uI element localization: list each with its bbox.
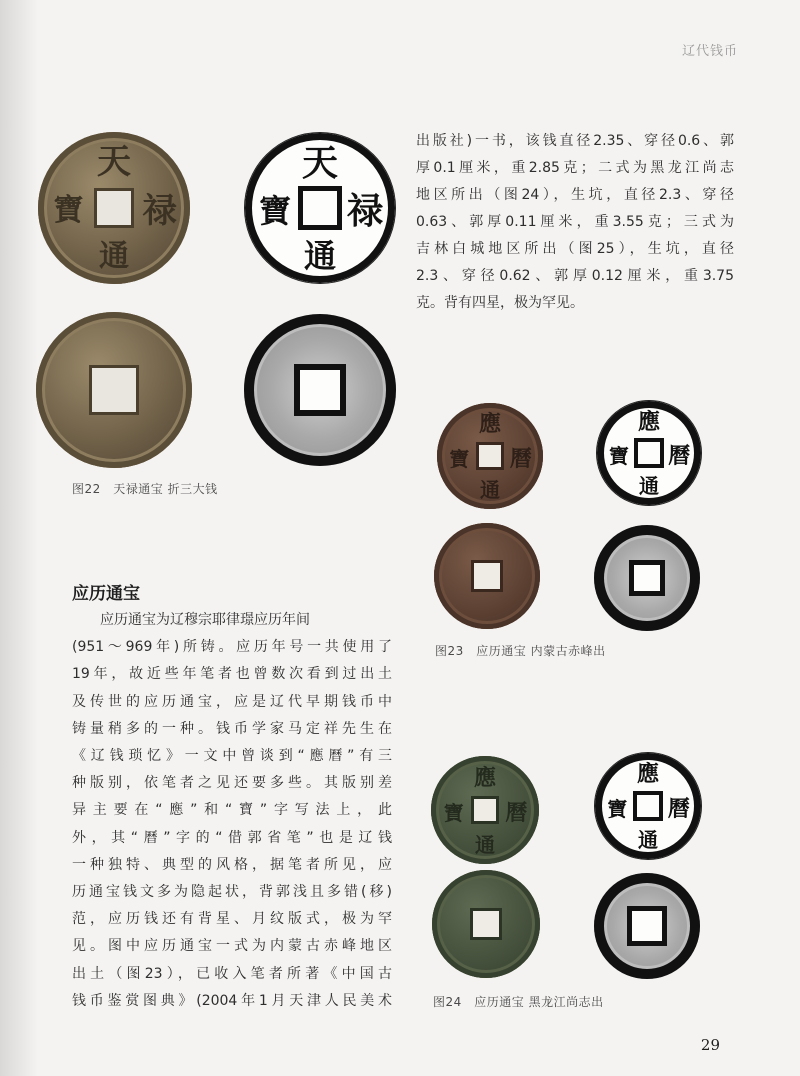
text-line: 克。背有四星，极为罕见。: [416, 295, 584, 311]
coin-rubbing-obverse: [596, 400, 702, 506]
square-hole: [476, 442, 504, 470]
page-gutter-shadow: [0, 0, 38, 1076]
coin-character: 禄: [142, 191, 177, 232]
text-line: 历通宝钱文多为隐起状，背郭浅且多错(移): [72, 884, 392, 901]
coin-character: 寶: [258, 192, 292, 230]
coin-character: 應: [637, 408, 661, 435]
right-column-text: [416, 128, 734, 317]
coin-rubbing-obverse: [244, 132, 396, 284]
coin-character: 曆: [505, 800, 528, 827]
text-line: 吉林白城地区所出（图25），生坑，直径: [416, 241, 734, 257]
text-line: 范，应历钱还有背星、月纹版式，极为罕: [72, 911, 392, 928]
text-line: 地区所出（图24），生坑，直径2.3、穿径: [416, 187, 734, 203]
coin-character: 寶: [608, 444, 629, 469]
figure-caption: 图24 应历通宝 黑龙江尚志出: [433, 995, 604, 1009]
coin-character: 寶: [53, 193, 84, 229]
text-line: 外，其“曆”字的“借郭省笔”也是辽钱: [72, 829, 392, 846]
coin-rubbing-reverse: [594, 525, 700, 631]
text-line: 种版别，依笔者之见还要多些。其版别差: [72, 775, 392, 792]
page-number: 29: [700, 1036, 720, 1054]
coin-photo-obverse: [431, 756, 539, 864]
square-hole: [634, 438, 664, 468]
coin-character: 禄: [346, 190, 384, 232]
coin-rubbing-reverse: [594, 873, 700, 979]
text-line: 厚0.1厘米，重2.85克；二式为黑龙江尚志: [416, 160, 734, 176]
coin-character: 寶: [449, 447, 470, 472]
text-line: 见。图中应历通宝一式为内蒙古赤峰地区: [72, 938, 392, 955]
text-line: (951～969年)所铸。应历年号一共使用了: [72, 639, 392, 656]
text-line: 《辽钱琐忆》一文中曾谈到“應曆”有三: [72, 748, 392, 765]
coin-character: 寶: [607, 797, 628, 822]
coin-photo-reverse: [36, 312, 192, 468]
text-line: 铸量稍多的一种。钱币学家马定祥先生在: [72, 720, 392, 737]
coin-rubbing-reverse: [244, 314, 396, 466]
square-hole: [470, 908, 502, 940]
text-line: 出土（图23），已收入笔者所著《中国古: [72, 965, 392, 982]
coin-character: 通: [303, 237, 337, 275]
square-hole: [94, 188, 134, 228]
coin-photo-reverse: [432, 870, 540, 978]
coin-character: 通: [99, 238, 129, 274]
coin-photo-obverse: [38, 132, 190, 284]
coin-character: 應: [636, 761, 660, 788]
text-line: 应历通宝为辽穆宗耶律璟应历年间: [100, 612, 310, 628]
coin-character: 通: [639, 474, 659, 499]
square-hole: [294, 364, 346, 416]
square-hole: [89, 365, 139, 415]
running-head: 辽代钱币: [681, 44, 738, 59]
coin-rubbing-obverse: [594, 752, 702, 860]
text-line: 一种独特、典型的风格，据笔者所见，应: [72, 856, 392, 873]
coin-character: 應: [478, 411, 502, 438]
coin-character: 曆: [509, 446, 532, 473]
square-hole: [471, 796, 499, 824]
figure-caption: 图22 天禄通宝 折三大钱: [72, 482, 218, 496]
square-hole: [471, 560, 503, 592]
text-line: 出版社)一书，该钱直径2.35、穿径0.6、郭: [416, 133, 734, 149]
body-text: [72, 607, 392, 1015]
text-line: 及传世的应历通宝，应是辽代早期钱币中: [72, 693, 392, 710]
coin-character: 天: [301, 142, 339, 184]
coin-character: 通: [475, 832, 495, 857]
square-hole: [633, 791, 663, 821]
coin-character: 天: [97, 142, 131, 183]
coin-character: 寶: [443, 801, 464, 826]
text-line: 2.3、穿径0.62、郭厚0.12厘米，重3.75: [416, 268, 734, 284]
square-hole: [298, 186, 342, 230]
coin-character: 通: [638, 827, 658, 852]
text-line: 钱币鉴赏图典》(2004年1月天津人民美术: [72, 992, 392, 1009]
text-line: 19年，故近些年笔者也曾数次看到过出土: [72, 666, 392, 683]
square-hole: [629, 560, 665, 596]
text-line: 0.63、郭厚0.11厘米，重3.55克；三式为: [416, 214, 734, 230]
coin-character: 曆: [667, 796, 690, 823]
coin-character: 曆: [668, 443, 691, 470]
coin-character: 應: [473, 764, 497, 791]
coin-photo-obverse: [437, 403, 543, 509]
figure-caption: 图23 应历通宝 内蒙古赤峰出: [435, 644, 606, 658]
square-hole: [627, 906, 667, 946]
coin-photo-reverse: [434, 523, 540, 629]
coin-character: 通: [480, 477, 500, 502]
section-heading: 应历通宝: [72, 584, 140, 604]
text-line: 异主要在“應”和“寶”字写法上，此: [72, 802, 392, 819]
